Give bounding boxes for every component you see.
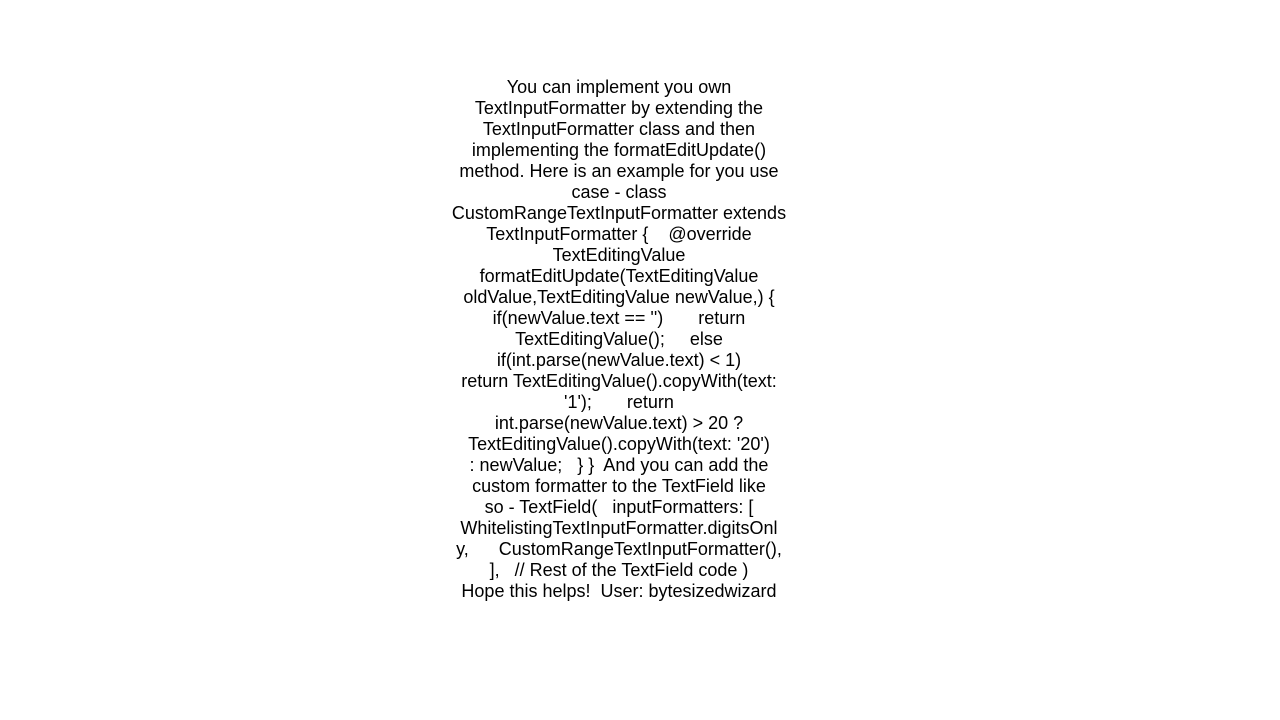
answer-line: '1'); return — [564, 392, 674, 412]
answer-line: implementing the formatEditUpdate() — [471, 140, 767, 160]
answer-line: You can implement you own — [506, 77, 732, 97]
answer-line: TextEditingValue — [552, 245, 686, 265]
answer-line: if(int.parse(newValue.text) < 1) — [496, 350, 742, 370]
answer-line: int.parse(newValue.text) > 20 ? — [494, 413, 744, 433]
answer-line: so - TextField( inputFormatters: [ — [484, 497, 754, 517]
answer-line: method. Here is an example for you use — [459, 161, 779, 181]
answer-line: ], // Rest of the TextField code ) — [489, 560, 749, 580]
answer-line: y, CustomRangeTextInputFormatter(), — [456, 539, 782, 559]
answer-line: custom formatter to the TextField like — [472, 476, 766, 496]
answer-line: case - class — [571, 182, 667, 202]
answer-line: return TextEditingValue().copyWith(text: — [461, 371, 777, 391]
answer-line: WhitelistingTextInputFormatter.digitsOnl — [460, 518, 778, 538]
answer-line: : newValue; } } And you can add the — [469, 455, 769, 475]
answer-line: TextEditingValue().copyWith(text: '20') — [468, 434, 770, 454]
answer-line: oldValue,TextEditingValue newValue,) { — [463, 287, 775, 307]
answer-line: CustomRangeTextInputFormatter extends — [451, 203, 787, 223]
answer-line: TextInputFormatter { @override — [486, 224, 752, 244]
answer-line: TextInputFormatter class and then — [482, 119, 756, 139]
answer-line: formatEditUpdate(TextEditingValue — [479, 266, 759, 286]
answer-line: TextInputFormatter by extending the — [474, 98, 764, 118]
answer-line: if(newValue.text == '') return — [492, 308, 746, 328]
answer-line: TextEditingValue(); else — [515, 329, 723, 349]
answer-text — [450, 77, 788, 602]
answer-line: Hope this helps! User: bytesizedwizard — [461, 581, 777, 601]
